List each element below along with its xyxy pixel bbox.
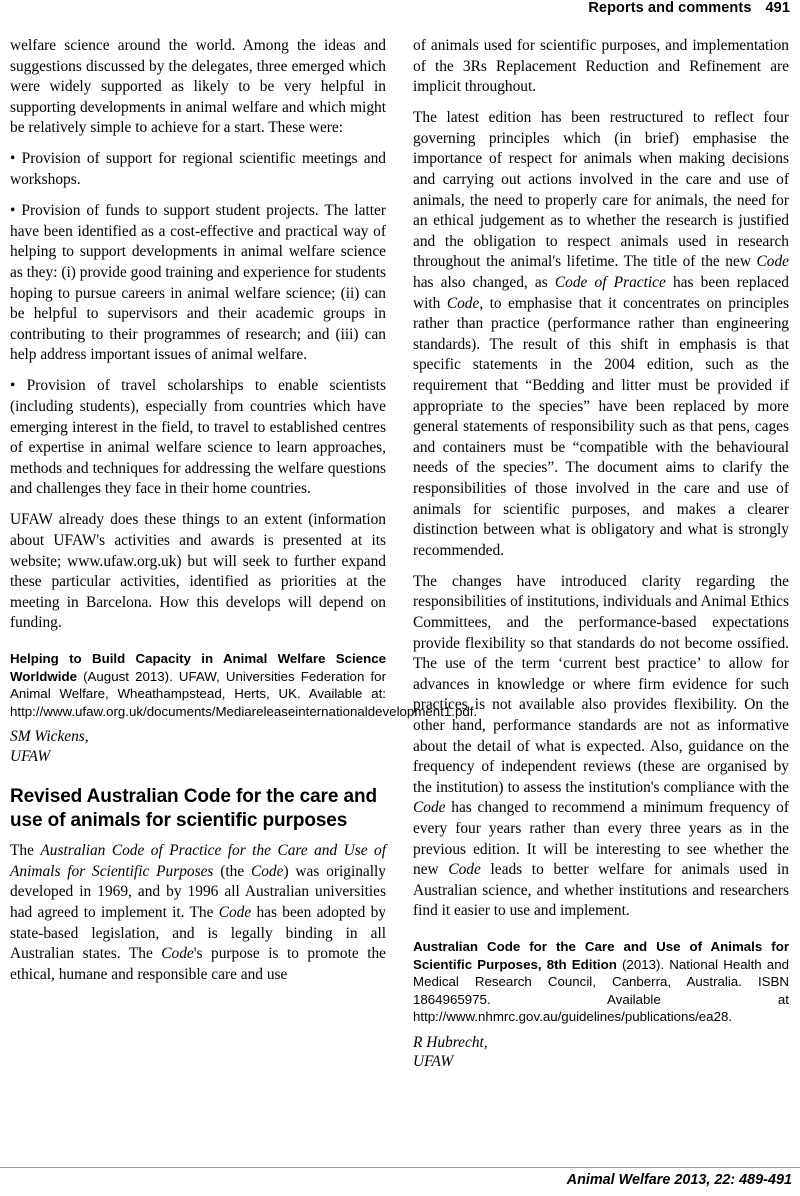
running-head-title: Reports and comments (588, 0, 752, 16)
reference-details: (August 2013). UFAW, Universities Federation for Animal Welfare, Wheathampstead, Herts, UK. Available at: http://www.ufaw.org.uk/documents/Mediareleaseinternationaldevelopment1.pdf. (10, 668, 478, 719)
text-run: The (10, 842, 41, 860)
text-run: has also changed, as (413, 274, 555, 292)
reference-entry (10, 650, 478, 720)
signature-name: R Hubrecht, (413, 1033, 488, 1051)
signature-name: SM Wickens, (10, 728, 89, 746)
text-run: (the (213, 862, 251, 880)
italic-term: Code (218, 904, 252, 921)
reference-details: (2013). National Health and Medical Research Council, Canberra, Australia. ISBN 1864965975. Available at http://www.nhmrc.gov.au/guidelines/publications/ea28. (413, 956, 789, 1025)
bullet-item: • Provision of funds to support student projects. The latter have been identified as a cost-effective and practical way of helping to support developments in animal welfare science as they: (i) provide good training and experience for students hoping to pursue careers in animal welfare science; (ii) can be helpful to supervisors and their academic groups in contributing to their programmes of research; and (iii) can help address important issues of animal welfare. (10, 202, 386, 364)
italic-term: Code (161, 945, 194, 963)
text-run: leads to better welfare for animals used in Australian science, and whether institutions and researchers find it easier to use and implement. (413, 861, 789, 920)
right-paragraph-3 (413, 572, 789, 922)
text-run: has changed to recommend a minimum frequency of every four years rather than every three years as in the previous edition. It will be interesting to see whether the new (413, 799, 789, 879)
bullet-item: • Provision of support for regional scientific meetings and workshops. (10, 150, 386, 189)
right-column (413, 36, 789, 1072)
bullet-item: • Provision of travel scholarships to enable scientists (including students), especially from countries which have emerging interest in the field, to travel to established centres of expertise in animal welfare science to learn approaches, methods and techniques for addressing the welfare questions and challenges they face in their home countries. (10, 377, 386, 498)
italic-term: Code (756, 253, 789, 271)
text-run: ) was originally developed in 1969, and by 1996 all Australian universities had agreed to implement it. The (10, 862, 386, 921)
reference-title: Helping to Build Capacity in Animal Welfare Science Worldwide (10, 651, 386, 684)
text-run: has been adopted by state-based legislation, and is legally binding in all Australian states. The (10, 904, 386, 963)
reference-entry (413, 938, 789, 1026)
right-paragraph-1: of animals used for scientific purposes, and implementation of the 3Rs Replacement Reduction and Refinement are implicit throughout. (413, 37, 789, 96)
italic-term: Code (250, 862, 284, 880)
signature-affiliation: UFAW (413, 1053, 454, 1071)
italic-title: Australian Code of Practice for the Care and Use of Animals for Scientific Purposes (10, 842, 386, 880)
running-head (0, 0, 790, 16)
section-heading: Revised Australian Code for the care and use of animals for scientific purposes (10, 786, 377, 831)
footer-citation: Animal Welfare 2013, 22: 489-491 (566, 1172, 792, 1188)
text-run: has been replaced with (413, 274, 789, 312)
text-run: , to emphasise that it concentrates on principles rather than practice (performance rather than engineering standards). The result of this shift in emphasis is that specific statements in the 2004 edition, such as the requirement that “Bedding and litter must be provided if appropriate to the species” have been replaced by more general statements of responsibility such as that pens, cages and containers must be “compatible with the behavioural needs of the species”. The document aims to clarify the responsibilities of those involved in the care and use of animals for scientific purposes, and makes a clearer distinction between what is obligatory and what is strongly recommended. (413, 294, 789, 559)
text-run: The latest edition has been restructured to reflect four governing principles which (in brief) emphasise the importance of respect for animals when making decisions and carrying out actions involved in the care and use of animals, the need to properly care for animals, the need for an ethical judgement as to whether the research is justified and the obligation to respect animals used in research throughout the animal's lifetime. The title of the new (413, 109, 789, 271)
signature-affiliation: UFAW (10, 747, 51, 765)
text-run: 's purpose is to promote the ethical, humane and responsible care and use (10, 945, 387, 983)
italic-term: Code (446, 294, 480, 312)
italic-term: Code (448, 861, 481, 879)
right-paragraph-2 (413, 108, 789, 561)
italic-term: Code (413, 799, 446, 817)
text-run: The changes have introduced clarity regarding the responsibilities of institutions, individuals and Animal Ethics Committees, and the performance-based expectations provide flexibility so that standards do not become ossified. The use of the term ‘current best practice’ to allow for advances in knowledge or where firm evidence for such practices is not available also provides flexibility. On the other hand, performance standards are not as informative about the detail of what is expected. Also, guidance on the frequency of independent reviews (these are organised by the institution) to assess the institution's compliance with the (413, 572, 789, 796)
reference-title: Australian Code for the Care and Use of Animals for Scientific Purposes, 8th Edition (413, 938, 789, 972)
closing-paragraph: UFAW already does these things to an extent (information about UFAW's activities and awards is presented at its website; www.ufaw.org.uk) but will seek to further expand these particular activities, identified as priorities at the meeting in Barcelona. How this develops will depend on funding. (10, 511, 386, 632)
footer-divider (0, 1167, 800, 1168)
running-head-page-number: 491 (765, 0, 790, 16)
two-column-body (10, 36, 790, 1072)
section-opening-paragraph (10, 841, 386, 985)
continued-paragraph: welfare science around the world. Among the ideas and suggestions discussed by the delegates, three emerged which were widely supported as likely to be very helpful in supporting developments in animal welfare and which might be relatively simple to achieve for a start. These were: (10, 37, 386, 137)
italic-term: Code of Practice (554, 274, 666, 292)
